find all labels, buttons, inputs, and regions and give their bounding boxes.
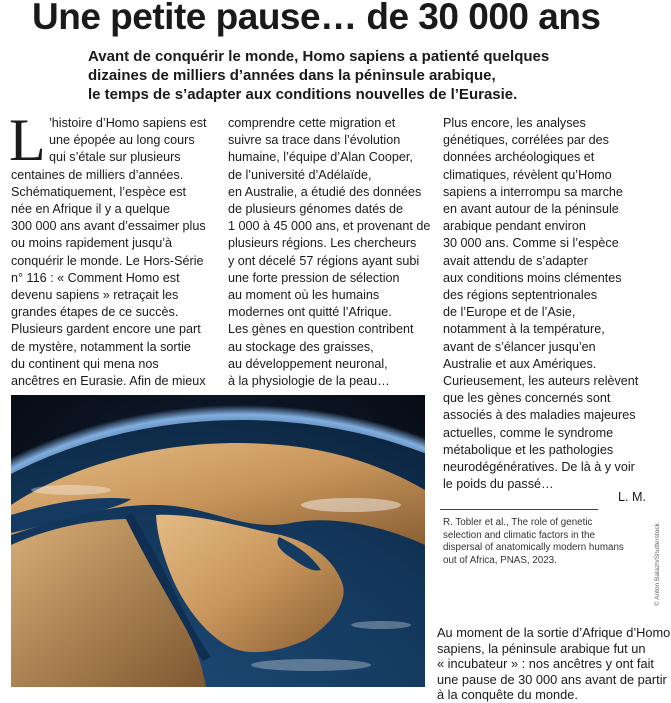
body-line: au stockage des graisses, <box>228 339 374 354</box>
author-signature: L. M. <box>618 490 646 504</box>
body-line: de l’université d’Adélaïde, <box>228 167 372 182</box>
body-line: comprendre cette migration et <box>228 116 396 130</box>
caption-line: « incubateur » : nos ancêtres y ont fait <box>437 656 654 672</box>
article-lede <box>88 47 648 104</box>
body-line: notamment à la température, <box>443 322 605 337</box>
body-line: Les gènes en question contribent <box>228 322 414 337</box>
body-line: n° 116 : « Comment Homo est <box>11 270 180 285</box>
body-line: ’histoire d’Homo sapiens est <box>49 116 207 130</box>
body-line: 30 000 ans. Comme si l’espèce <box>443 236 619 251</box>
reference-line: selection and climatic factors in the <box>443 529 595 541</box>
reference-line: dispersal of anatomically modern humans <box>443 542 624 554</box>
lede-line: dizaines de milliers d’années dans la péninsule arabique, <box>88 67 496 84</box>
lede-line: Avant de conquérir le monde, Homo sapiens a patienté quelques <box>88 48 550 65</box>
body-line: Schématiquement, l’espèce est <box>11 184 187 199</box>
body-line: suivre sa trace dans l’évolution <box>228 133 401 148</box>
body-line: de l’Europe et de l’Asie, <box>443 305 576 320</box>
body-line: aux conditions moins clémentes <box>443 270 622 285</box>
divider <box>440 509 598 510</box>
reference-line: out of Africa, PNAS, 2023. <box>443 554 557 566</box>
body-line: conquérir le monde. Le Hors-Série <box>11 253 204 268</box>
body-line: neurodégénératives. De là à y voir <box>443 460 635 475</box>
earth-photo <box>11 395 425 687</box>
body-line: Australie et aux Amériques. <box>443 356 597 371</box>
column-1 <box>9 107 207 390</box>
body-line: centaines de milliers d’années. <box>11 167 184 182</box>
body-line: à la physiologie de la peau… <box>228 374 390 389</box>
body-line: de mystère, notamment la sortie <box>11 339 191 354</box>
body-line: des régions septentrionales <box>443 288 598 303</box>
body-line: sapiens a interrompu sa marche <box>443 184 623 199</box>
body-line: une épopée au long cours <box>49 133 195 148</box>
photo-caption <box>437 625 671 703</box>
column-3 <box>443 115 638 493</box>
body-line: le poids du passé… <box>443 477 554 492</box>
body-line: y ont décelé 57 régions ayant subi <box>228 253 420 268</box>
article-title: Une petite pause… de 30 000 ans <box>32 0 601 37</box>
body-line: plusieurs régions. Les chercheurs <box>228 236 417 251</box>
body-line: actuelles, comme le syndrome <box>443 425 614 440</box>
body-line: en avant autour de la péninsule <box>443 202 619 217</box>
body-line: 1 000 à 45 000 ans, et provenant de <box>228 219 431 234</box>
body-line: modernes ont quitté l’Afrique. <box>228 305 392 320</box>
body-line: Curieusement, les auteurs relèvent <box>443 374 639 389</box>
body-line: ou moins rapidement jusqu’à <box>11 236 173 251</box>
body-line: qui s’étale sur plusieurs <box>49 150 181 165</box>
body-line: ancêtres en Eurasie. Afin de mieux <box>11 374 206 389</box>
body-line: avait attendu de s’adapter <box>443 253 588 268</box>
body-line: génétiques, corrélées par des <box>443 133 609 148</box>
caption-line: une pause de 30 000 ans avant de partir <box>437 671 667 687</box>
body-line: en Australie, a étudié des données <box>228 184 422 199</box>
body-line: arabique pendant environ <box>443 219 586 234</box>
body-line: grandes étapes de ce succès. <box>11 305 179 320</box>
body-line: au moment où les humains <box>228 288 380 303</box>
photo-credit: © Anton Balazh/Shutterstock <box>654 523 661 606</box>
caption-line: Au moment de la sortie d’Afrique d’Homo <box>437 625 671 640</box>
body-line: au développement neuronal, <box>228 356 388 371</box>
body-line: climatiques, révèlent qu’Homo <box>443 167 612 182</box>
body-line: associés à des maladies majeures <box>443 408 636 423</box>
reference-note <box>443 517 633 567</box>
lede-line: le temps de s’adapter aux conditions nouvelles de l’Eurasie. <box>88 86 518 103</box>
body-line: de plusieurs génomes datés de <box>228 202 404 217</box>
caption-line: à la conquête du monde. <box>437 687 578 703</box>
body-line: que les gènes concernés sont <box>443 391 611 406</box>
drop-cap: L <box>9 107 46 173</box>
caption-line: sapiens, la péninsule arabique fut un <box>437 640 646 656</box>
body-line: née en Afrique il y a quelque <box>11 202 170 217</box>
body-line: une forte pression de sélection <box>228 270 400 285</box>
body-line: métabolique et les pathologies <box>443 442 614 457</box>
reference-line: R. Tobler et al., The role of genetic <box>443 517 593 528</box>
body-line: avant de s’élancer jusqu’en <box>443 339 596 354</box>
body-line: humaine, l’équipe d’Alan Cooper, <box>228 150 413 165</box>
body-line: 300 000 ans avant d’essaimer plus <box>11 219 206 234</box>
body-line: données archéologiques et <box>443 150 595 165</box>
body-line: du continent qui mena nos <box>11 356 159 371</box>
body-line: Plus encore, les analyses <box>443 116 586 130</box>
body-line: Plusieurs gardent encore une part <box>11 322 201 337</box>
column-2 <box>228 115 430 390</box>
body-line: devenu sapiens » retraçait les <box>11 288 179 303</box>
